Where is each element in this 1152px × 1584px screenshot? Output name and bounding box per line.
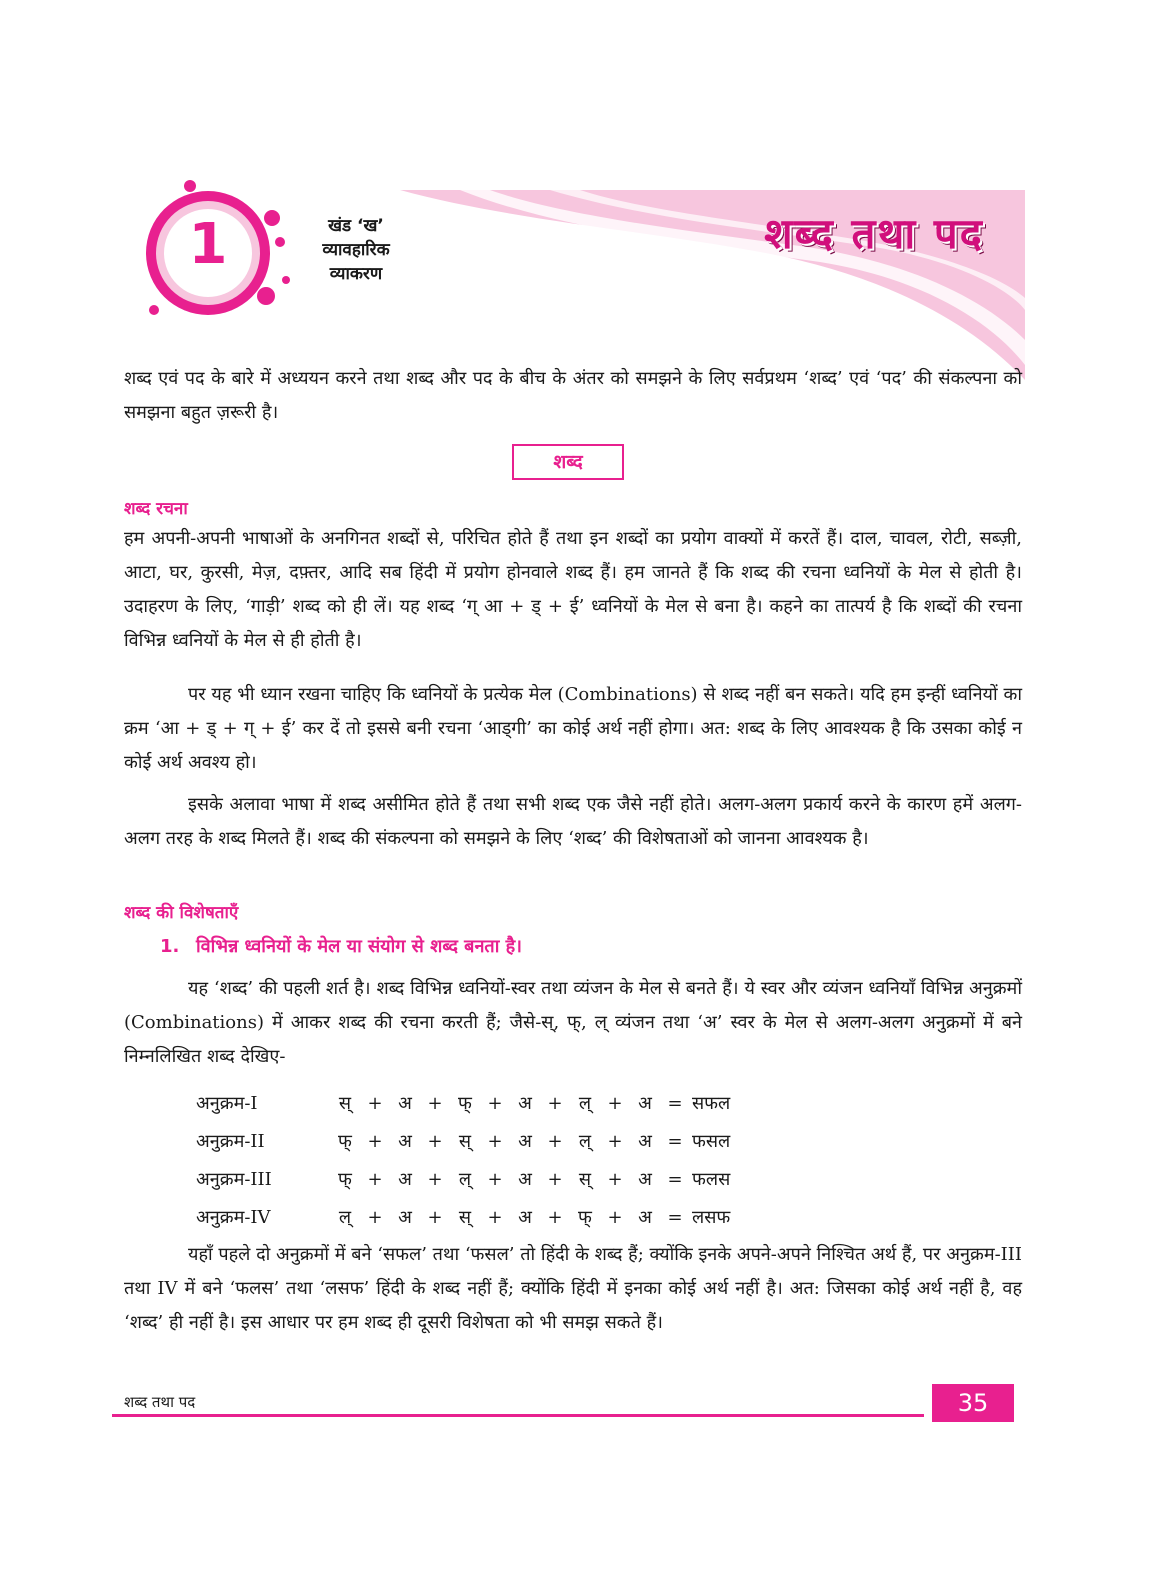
feature-point-number: 1. [160, 936, 180, 957]
equals-sign: = [667, 1130, 683, 1152]
sequence-consonant: स् [458, 1207, 472, 1228]
boxed-heading: शब्द [512, 444, 624, 480]
sequence-vowel: अ [398, 1093, 412, 1114]
plus-sign: + [607, 1092, 623, 1114]
paragraph-features-1: यह ‘शब्द’ की पहली शर्त है। शब्द विभिन्न ध्वनियों-स्वर तथा व्यंजन के मेल से बनते हैं। ये स्वर और व्यंजन ध्वनियाँ विभिन्न अनुक्रमों (Combinations) में आकर शब्द की रचना करती हैं; जैसे-स्, फ्, ल् व्यंजन तथा ‘अ’ स्वर के मेल से अलग-अलग अनुक्रमों में बने निम्नलिखित शब्द देखिए- [124, 978, 1022, 1067]
sequence-label: अनुक्रम-I [196, 1093, 258, 1114]
plus-sign: + [607, 1130, 623, 1152]
sequence-vowel: अ [638, 1207, 652, 1228]
plus-sign: + [547, 1168, 563, 1190]
sequence-result: फलस [692, 1169, 731, 1190]
plus-sign: + [487, 1168, 503, 1190]
plus-sign: + [607, 1168, 623, 1190]
plus-sign: + [367, 1092, 383, 1114]
sequence-row [196, 1122, 730, 1160]
sequence-consonant: फ् [338, 1169, 352, 1190]
sequence-vowel: अ [638, 1169, 652, 1190]
section-label-line2: व्यावहारिक [322, 240, 390, 260]
sequence-consonant: स् [578, 1169, 592, 1190]
paragraph-features-2: यहाँ पहले दो अनुक्रमों में बने ‘सफल’ तथा ‘फसल’ तो हिंदी के शब्द हैं; क्योंकि इनके अपने-अपने निश्चित अर्थ हैं, पर अनुक्रम-III तथा IV में बने ‘फलस’ तथा ‘लसफ’ हिंदी के शब्द नहीं हैं; क्योंकि हिंदी में इनका कोई अर्थ नहीं है। अत: जिसका कोई अर्थ नहीं है, वह ‘शब्द’ ही नहीं है। इस आधार पर हम शब्द ही दूसरी विशेषता को भी समझ सकते हैं। [124, 1244, 1022, 1333]
page-title: शब्द तथा पद [764, 209, 984, 258]
sequence-row [196, 1084, 730, 1122]
plus-sign: + [367, 1168, 383, 1190]
section-label-line3: व्याकरण [329, 264, 383, 284]
sequence-vowel: अ [398, 1169, 412, 1190]
sequence-consonant: ल् [338, 1207, 352, 1228]
sequence-label: अनुक्रम-II [196, 1131, 265, 1152]
section-label-line1: खंड ‘ख’ [328, 216, 384, 236]
sequence-row [196, 1198, 730, 1236]
page-number: 35 [932, 1384, 1014, 1422]
paragraph-word-formation-1: हम अपनी-अपनी भाषाओं के अनगिनत शब्दों से, परिचित होते हैं तथा इन शब्दों का प्रयोग वाक्यों में करतें हैं। दाल, चावल, रोटी, सब्ज़ी, आटा, घर, कुरसी, मेज़, दफ़्तर, आदि सब हिंदी में प्रयोग होनवाले शब्द हैं। हम जानते हैं कि शब्द की रचना ध्वनियों के मेल से होती है। उदाहरण के लिए, ‘गाड़ी’ शब्द को ही लें। यह शब्द ‘ग् आ + ड् + ई’ ध्वनियों के मेल से बना है। कहने का तात्पर्य है कि शब्दों की रचना विभिन्न ध्वनियों के मेल से ही होती है। [124, 528, 1022, 651]
sequence-result: लसफ [692, 1207, 731, 1228]
equals-sign: = [667, 1206, 683, 1228]
plus-sign: + [367, 1206, 383, 1228]
equals-sign: = [667, 1168, 683, 1190]
sequence-vowel: अ [638, 1093, 652, 1114]
chapter-number: 1 [188, 212, 228, 277]
sequence-label: अनुक्रम-IV [196, 1207, 271, 1228]
plus-sign: + [487, 1206, 503, 1228]
sequence-vowel: अ [398, 1131, 412, 1152]
sequence-vowel: अ [518, 1093, 532, 1114]
plus-sign: + [607, 1206, 623, 1228]
plus-sign: + [427, 1092, 443, 1114]
plus-sign: + [547, 1092, 563, 1114]
sequence-consonant: फ् [338, 1131, 352, 1152]
sequence-consonant: ल् [458, 1169, 472, 1190]
sequence-consonant: स् [458, 1131, 472, 1152]
sequence-row [196, 1160, 730, 1198]
sequence-consonant: ल् [578, 1131, 592, 1152]
sequence-label: अनुक्रम-III [196, 1169, 272, 1190]
sequence-vowel: अ [518, 1207, 532, 1228]
sequence-vowel: अ [518, 1169, 532, 1190]
plus-sign: + [487, 1092, 503, 1114]
sequence-result: सफल [692, 1093, 731, 1114]
plus-sign: + [547, 1130, 563, 1152]
footer-divider [112, 1414, 924, 1417]
sequence-result: फसल [692, 1131, 731, 1152]
sequence-consonant: फ् [578, 1207, 592, 1228]
sequence-consonant: ल् [578, 1093, 592, 1114]
paragraph-word-formation-2: पर यह भी ध्यान रखना चाहिए कि ध्वनियों के प्रत्येक मेल (Combinations) से शब्द नहीं बन सकते। यदि हम इन्हीं ध्वनियों का क्रम ‘आ + ड् + ग् + ई’ कर दें तो इससे बनी रचना ‘आड्गी’ का कोई अर्थ नहीं होगा। अत: शब्द के लिए आवश्यक है कि उसका कोई न कोई अर्थ अवश्य हो। [124, 684, 1022, 773]
section-heading-features: शब्द की विशेषताएँ [124, 903, 239, 923]
feature-point-1 [160, 934, 522, 960]
plus-sign: + [427, 1168, 443, 1190]
paragraph-word-formation-3: इसके अलावा भाषा में शब्द असीमित होते हैं तथा सभी शब्द एक जैसे नहीं होते। अलग-अलग प्रकार्य करने के कारण हमें अलग-अलग तरह के शब्द मिलते हैं। शब्द की संकल्पना को समझने के लिए ‘शब्द’ की विशेषताओं को जानना आवश्यक है। [124, 794, 1022, 849]
feature-point-text: विभिन्न ध्वनियों के मेल या संयोग से शब्द बनता है। [196, 936, 523, 957]
sequence-table [196, 1084, 730, 1236]
plus-sign: + [427, 1206, 443, 1228]
sequence-vowel: अ [398, 1207, 412, 1228]
intro-paragraph: शब्द एवं पद के बारे में अध्ययन करने तथा शब्द और पद के बीच के अंतर को समझने के लिए सर्वप्रथम ‘शब्द’ एवं ‘पद’ की संकल्पना को समझना बहुत ज़रूरी है। [124, 368, 1022, 423]
plus-sign: + [427, 1130, 443, 1152]
plus-sign: + [547, 1206, 563, 1228]
footer-running-title: शब्द तथा पद [124, 1393, 196, 1411]
section-label [296, 214, 416, 286]
plus-sign: + [367, 1130, 383, 1152]
equals-sign: = [667, 1092, 683, 1114]
section-heading-word-formation: शब्द रचना [124, 499, 188, 519]
sequence-vowel: अ [638, 1131, 652, 1152]
sequence-consonant: स् [338, 1093, 352, 1114]
sequence-consonant: फ् [458, 1093, 472, 1114]
sequence-vowel: अ [518, 1131, 532, 1152]
plus-sign: + [487, 1130, 503, 1152]
